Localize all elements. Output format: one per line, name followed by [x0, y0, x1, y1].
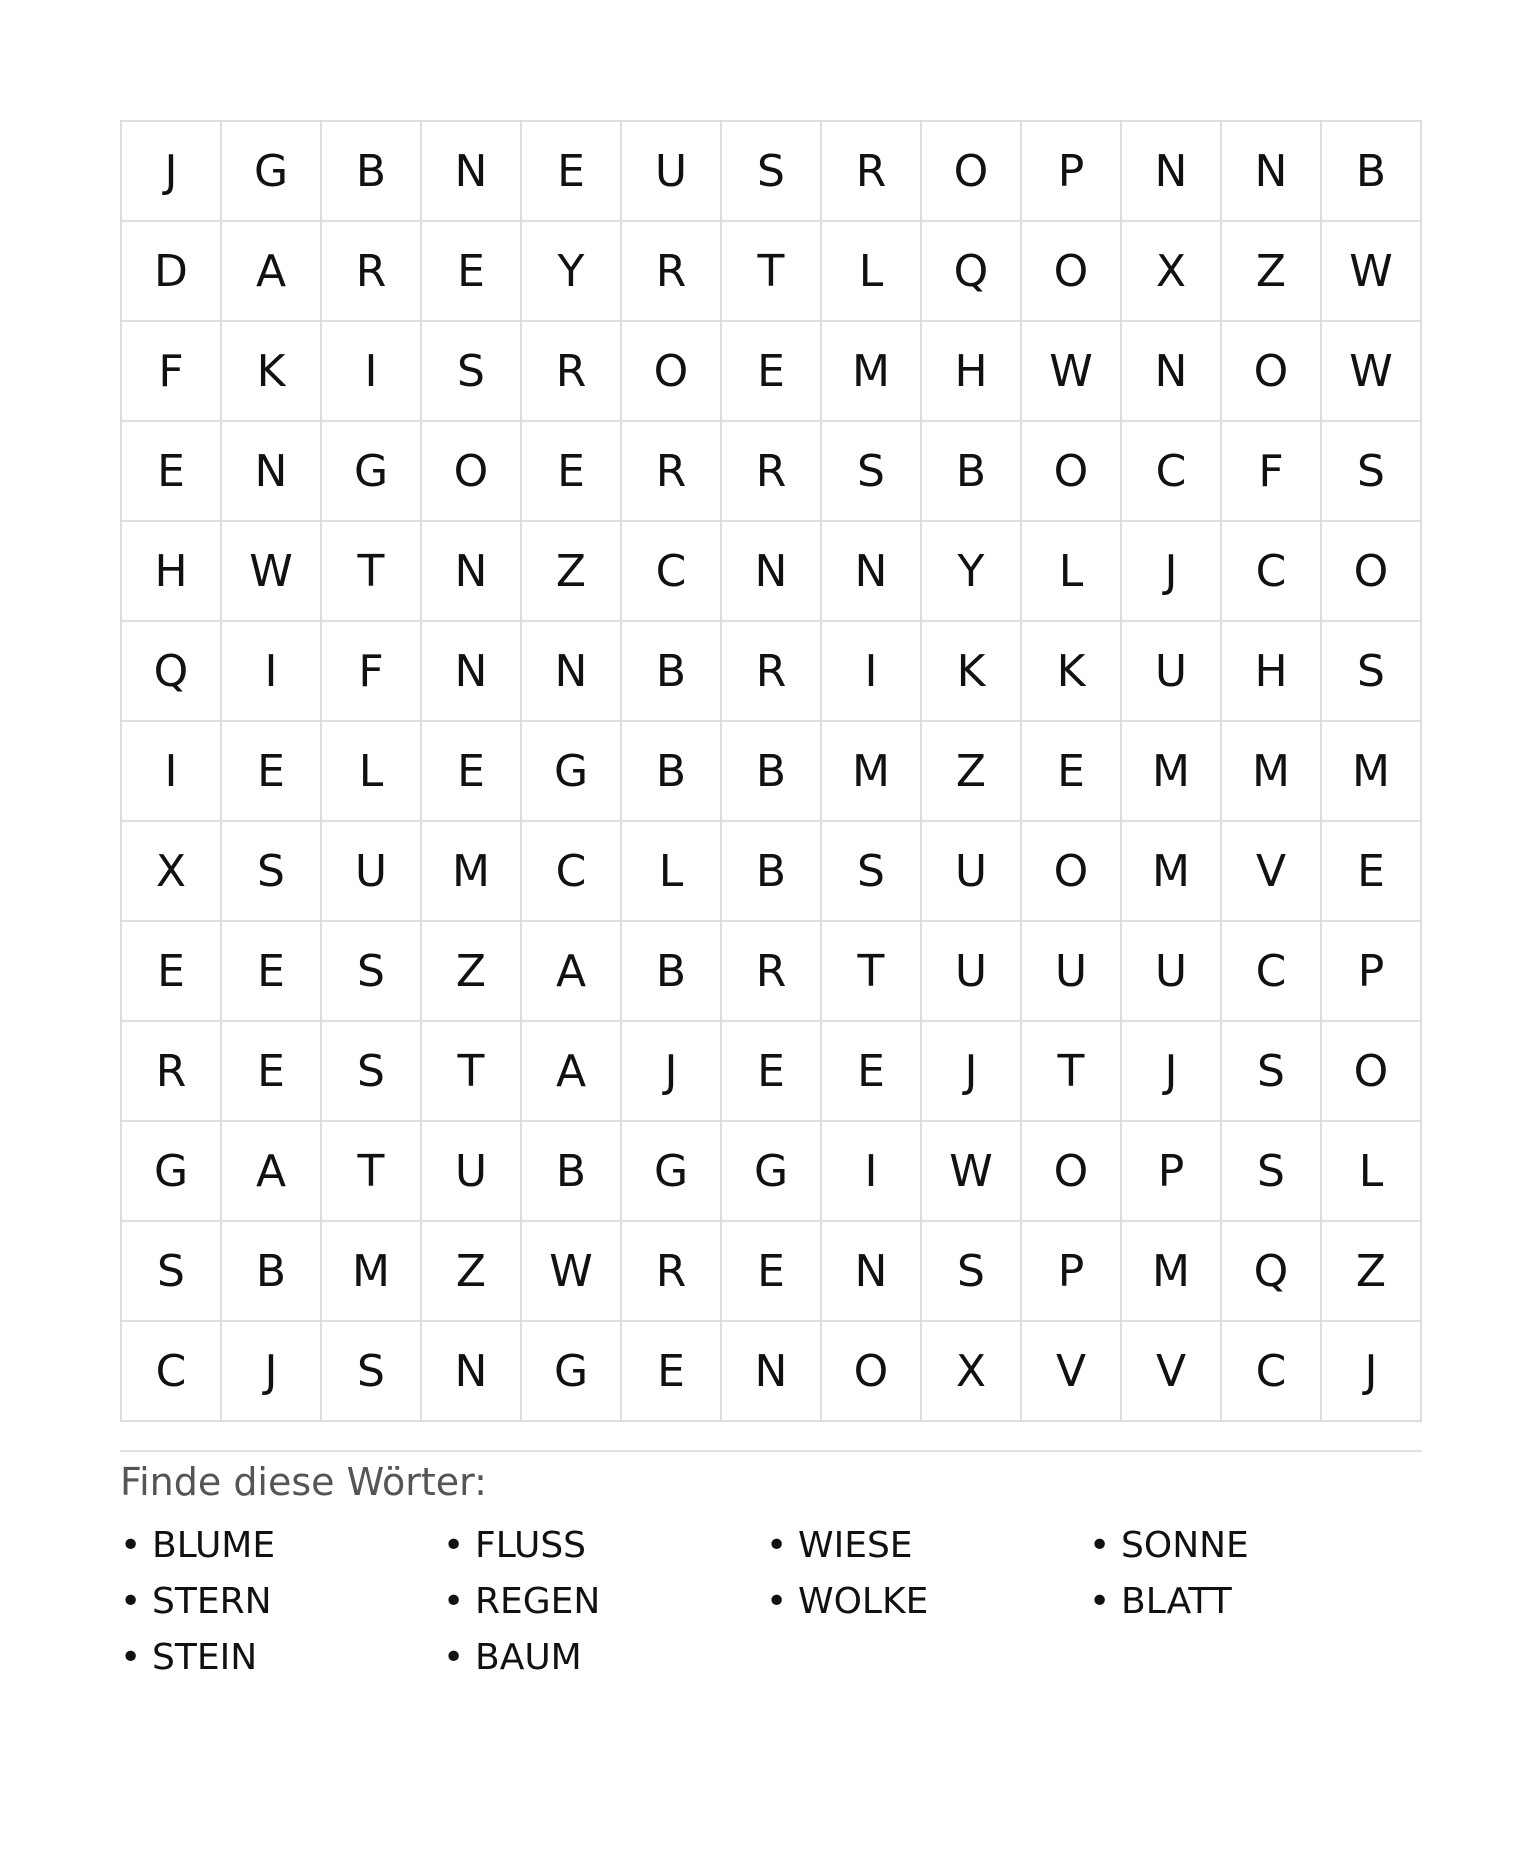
grid-cell[interactable]: R: [722, 622, 822, 722]
grid-cell[interactable]: U: [322, 822, 422, 922]
grid-cell[interactable]: R: [522, 322, 622, 422]
grid-cell[interactable]: R: [822, 122, 922, 222]
grid-cell[interactable]: Z: [522, 522, 622, 622]
grid-cell[interactable]: B: [622, 622, 722, 722]
bullet-icon: •: [443, 1637, 465, 1678]
grid-cell[interactable]: L: [622, 822, 722, 922]
grid-cell[interactable]: O: [922, 122, 1022, 222]
grid-cell[interactable]: C: [1122, 422, 1222, 522]
grid-cell[interactable]: L: [822, 222, 922, 322]
grid-cell[interactable]: W: [922, 1122, 1022, 1222]
grid-cell[interactable]: T: [422, 1022, 522, 1122]
grid-cell[interactable]: B: [722, 822, 822, 922]
grid-cell[interactable]: B: [622, 722, 722, 822]
grid-cell[interactable]: H: [1222, 622, 1322, 722]
bullet-icon: •: [443, 1525, 465, 1566]
bullet-icon: •: [120, 1581, 142, 1622]
grid-cell[interactable]: A: [522, 1022, 622, 1122]
grid-cell[interactable]: F: [1222, 422, 1322, 522]
grid-cell[interactable]: M: [1122, 722, 1222, 822]
word-list-item: [120, 1574, 443, 1630]
grid-cell[interactable]: J: [122, 122, 222, 222]
grid-cell[interactable]: W: [522, 1222, 622, 1322]
word-search-page: [120, 120, 1420, 1686]
grid-cell[interactable]: R: [122, 1022, 222, 1122]
grid-cell[interactable]: N: [822, 522, 922, 622]
grid-cell[interactable]: E: [522, 422, 622, 522]
grid-cell[interactable]: N: [1122, 122, 1222, 222]
grid-cell[interactable]: S: [322, 1322, 422, 1422]
grid-cell[interactable]: E: [522, 122, 622, 222]
word-list-item: [443, 1518, 766, 1574]
grid-cell[interactable]: M: [1122, 1222, 1222, 1322]
grid-cell[interactable]: O: [1322, 522, 1422, 622]
grid-cell[interactable]: E: [222, 722, 322, 822]
grid-cell[interactable]: L: [1322, 1122, 1422, 1222]
grid-cell[interactable]: R: [722, 922, 822, 1022]
grid-cell[interactable]: U: [622, 122, 722, 222]
grid-cell[interactable]: B: [522, 1122, 622, 1222]
grid-cell[interactable]: E: [722, 1022, 822, 1122]
grid-cell[interactable]: N: [222, 422, 322, 522]
grid-cell[interactable]: P: [1122, 1122, 1222, 1222]
grid-cell[interactable]: J: [622, 1022, 722, 1122]
word-label: REGEN: [475, 1581, 601, 1622]
grid-cell[interactable]: Q: [922, 222, 1022, 322]
grid-cell[interactable]: C: [522, 822, 622, 922]
grid-cell[interactable]: I: [322, 322, 422, 422]
grid-cell[interactable]: N: [422, 522, 522, 622]
grid-cell[interactable]: I: [822, 622, 922, 722]
grid-cell[interactable]: F: [322, 622, 422, 722]
grid-cell[interactable]: T: [722, 222, 822, 322]
grid-cell[interactable]: U: [1122, 622, 1222, 722]
grid-cell[interactable]: G: [522, 722, 622, 822]
grid-cell[interactable]: V: [1022, 1322, 1122, 1422]
grid-cell[interactable]: I: [122, 722, 222, 822]
grid-cell[interactable]: Z: [422, 922, 522, 1022]
grid-cell[interactable]: A: [222, 1122, 322, 1222]
grid-cell[interactable]: N: [1122, 322, 1222, 422]
word-list-item: [443, 1574, 766, 1630]
grid-cell[interactable]: E: [1022, 722, 1122, 822]
grid-cell[interactable]: K: [1022, 622, 1122, 722]
grid-cell[interactable]: Q: [122, 622, 222, 722]
grid-cell[interactable]: C: [122, 1322, 222, 1422]
grid-cell[interactable]: M: [822, 722, 922, 822]
grid-cell[interactable]: S: [722, 122, 822, 222]
word-list-item: [443, 1630, 766, 1686]
grid-cell[interactable]: S: [122, 1222, 222, 1322]
grid-cell[interactable]: O: [1022, 822, 1122, 922]
grid-cell[interactable]: N: [522, 622, 622, 722]
grid-cell[interactable]: E: [222, 1022, 322, 1122]
grid-cell[interactable]: B: [1322, 122, 1422, 222]
word-label: SONNE: [1121, 1525, 1249, 1566]
grid-cell[interactable]: J: [922, 1022, 1022, 1122]
grid-cell[interactable]: N: [422, 1322, 522, 1422]
word-label: STEIN: [152, 1637, 258, 1678]
grid-cell[interactable]: N: [822, 1222, 922, 1322]
grid-cell[interactable]: Y: [522, 222, 622, 322]
grid-cell[interactable]: B: [722, 722, 822, 822]
grid-cell[interactable]: C: [1222, 1322, 1322, 1422]
grid-cell[interactable]: S: [822, 422, 922, 522]
word-label: BLUME: [152, 1525, 276, 1566]
grid-cell[interactable]: A: [522, 922, 622, 1022]
grid-cell[interactable]: D: [122, 222, 222, 322]
grid-cell[interactable]: W: [222, 522, 322, 622]
bullet-icon: •: [443, 1581, 465, 1622]
grid-cell[interactable]: C: [1222, 922, 1322, 1022]
grid-cell[interactable]: E: [1322, 822, 1422, 922]
grid-cell[interactable]: K: [922, 622, 1022, 722]
grid-cell[interactable]: L: [322, 722, 422, 822]
grid-cell[interactable]: L: [1022, 522, 1122, 622]
grid-cell[interactable]: O: [1022, 1122, 1122, 1222]
grid-cell[interactable]: O: [1322, 1022, 1422, 1122]
word-label: BAUM: [475, 1637, 582, 1678]
grid-cell[interactable]: R: [622, 422, 722, 522]
grid-cell[interactable]: E: [622, 1322, 722, 1422]
grid-cell[interactable]: Z: [922, 722, 1022, 822]
word-list-item: [766, 1518, 1089, 1574]
bullet-icon: •: [766, 1581, 788, 1622]
grid-cell[interactable]: N: [722, 522, 822, 622]
grid-cell[interactable]: P: [1022, 122, 1122, 222]
grid-cell[interactable]: G: [122, 1122, 222, 1222]
grid-cell[interactable]: B: [222, 1222, 322, 1322]
grid-cell[interactable]: O: [822, 1322, 922, 1422]
grid-cell[interactable]: S: [222, 822, 322, 922]
word-list-item: [1089, 1574, 1412, 1630]
word-label: WIESE: [798, 1525, 913, 1566]
grid-cell[interactable]: M: [1122, 822, 1222, 922]
grid-cell[interactable]: M: [1222, 722, 1322, 822]
grid-cell[interactable]: M: [422, 822, 522, 922]
word-list-item: [120, 1518, 443, 1574]
grid-cell[interactable]: Z: [1222, 222, 1322, 322]
word-list-title: Finde diese Wörter:: [120, 1460, 487, 1504]
bullet-icon: •: [1089, 1525, 1111, 1566]
grid-cell[interactable]: G: [722, 1122, 822, 1222]
grid-cell[interactable]: Q: [1222, 1222, 1322, 1322]
word-list-item: [766, 1574, 1089, 1630]
word-list: [120, 1518, 1420, 1686]
grid-cell[interactable]: B: [922, 422, 1022, 522]
grid-cell[interactable]: S: [422, 322, 522, 422]
grid-cell[interactable]: E: [422, 722, 522, 822]
grid-cell[interactable]: T: [322, 1122, 422, 1222]
grid-cell[interactable]: S: [922, 1222, 1022, 1322]
grid-cell[interactable]: P: [1322, 922, 1422, 1022]
grid-cell[interactable]: S: [1322, 622, 1422, 722]
grid-cell[interactable]: R: [622, 222, 722, 322]
grid-cell[interactable]: B: [322, 122, 422, 222]
grid-cell[interactable]: S: [1222, 1022, 1322, 1122]
grid-cell[interactable]: T: [1022, 1022, 1122, 1122]
bullet-icon: •: [766, 1525, 788, 1566]
grid-cell[interactable]: B: [622, 922, 722, 1022]
grid-cell[interactable]: J: [1322, 1322, 1422, 1422]
grid-cell[interactable]: S: [322, 1022, 422, 1122]
grid-cell[interactable]: O: [422, 422, 522, 522]
grid-cell[interactable]: R: [322, 222, 422, 322]
grid-cell[interactable]: X: [1122, 222, 1222, 322]
grid-cell[interactable]: Z: [1322, 1222, 1422, 1322]
word-list-item: [1089, 1518, 1412, 1574]
grid-cell[interactable]: U: [922, 922, 1022, 1022]
grid-cell[interactable]: H: [122, 522, 222, 622]
grid-cell[interactable]: W: [1022, 322, 1122, 422]
grid-cell[interactable]: G: [622, 1122, 722, 1222]
grid-cell[interactable]: G: [322, 422, 422, 522]
grid-cell[interactable]: E: [122, 422, 222, 522]
grid-cell[interactable]: T: [322, 522, 422, 622]
grid-cell[interactable]: N: [1222, 122, 1322, 222]
grid-cell[interactable]: J: [1122, 1022, 1222, 1122]
grid-cell[interactable]: E: [222, 922, 322, 1022]
grid-cell[interactable]: W: [1322, 222, 1422, 322]
grid-cell[interactable]: Y: [922, 522, 1022, 622]
grid-cell[interactable]: V: [1222, 822, 1322, 922]
bullet-icon: •: [1089, 1581, 1111, 1622]
grid-cell[interactable]: R: [722, 422, 822, 522]
grid-cell[interactable]: J: [222, 1322, 322, 1422]
grid-cell[interactable]: G: [522, 1322, 622, 1422]
grid-cell[interactable]: K: [222, 322, 322, 422]
grid-cell[interactable]: C: [1222, 522, 1322, 622]
grid-cell[interactable]: X: [122, 822, 222, 922]
letter-grid: [120, 120, 1422, 1422]
grid-cell[interactable]: E: [822, 1022, 922, 1122]
grid-cell[interactable]: O: [1022, 422, 1122, 522]
grid-cell[interactable]: E: [422, 222, 522, 322]
grid-cell[interactable]: I: [822, 1122, 922, 1222]
grid-cell[interactable]: X: [922, 1322, 1022, 1422]
word-label: WOLKE: [798, 1581, 929, 1622]
grid-cell[interactable]: U: [1122, 922, 1222, 1022]
grid-cell[interactable]: U: [1022, 922, 1122, 1022]
grid-cell[interactable]: J: [1122, 522, 1222, 622]
grid-cell[interactable]: E: [722, 1222, 822, 1322]
grid-cell[interactable]: S: [822, 822, 922, 922]
grid-cell[interactable]: S: [1322, 422, 1422, 522]
grid-cell[interactable]: M: [322, 1222, 422, 1322]
grid-cell[interactable]: E: [122, 922, 222, 1022]
divider: [120, 1450, 1422, 1452]
grid-cell[interactable]: N: [722, 1322, 822, 1422]
grid-cell[interactable]: E: [722, 322, 822, 422]
grid-cell[interactable]: F: [122, 322, 222, 422]
grid-cell[interactable]: G: [222, 122, 322, 222]
grid-cell[interactable]: U: [922, 822, 1022, 922]
word-label: STERN: [152, 1581, 272, 1622]
grid-cell[interactable]: Z: [422, 1222, 522, 1322]
word-label: BLATT: [1121, 1581, 1232, 1622]
grid-cell[interactable]: H: [922, 322, 1022, 422]
grid-cell[interactable]: N: [422, 122, 522, 222]
grid-cell[interactable]: V: [1122, 1322, 1222, 1422]
grid-cell[interactable]: S: [322, 922, 422, 1022]
grid-cell[interactable]: O: [622, 322, 722, 422]
bullet-icon: •: [120, 1637, 142, 1678]
word-list-item: [120, 1630, 443, 1686]
grid-cell[interactable]: C: [622, 522, 722, 622]
grid-cell[interactable]: N: [422, 622, 522, 722]
grid-cell[interactable]: I: [222, 622, 322, 722]
grid-cell[interactable]: T: [822, 922, 922, 1022]
grid-cell[interactable]: W: [1322, 322, 1422, 422]
grid-cell[interactable]: P: [1022, 1222, 1122, 1322]
grid-cell[interactable]: A: [222, 222, 322, 322]
bullet-icon: •: [120, 1525, 142, 1566]
grid-cell[interactable]: M: [1322, 722, 1422, 822]
word-label: FLUSS: [475, 1525, 587, 1566]
grid-cell[interactable]: M: [822, 322, 922, 422]
grid-cell[interactable]: U: [422, 1122, 522, 1222]
grid-cell[interactable]: R: [622, 1222, 722, 1322]
grid-cell[interactable]: O: [1022, 222, 1122, 322]
grid-cell[interactable]: S: [1222, 1122, 1322, 1222]
grid-cell[interactable]: O: [1222, 322, 1322, 422]
